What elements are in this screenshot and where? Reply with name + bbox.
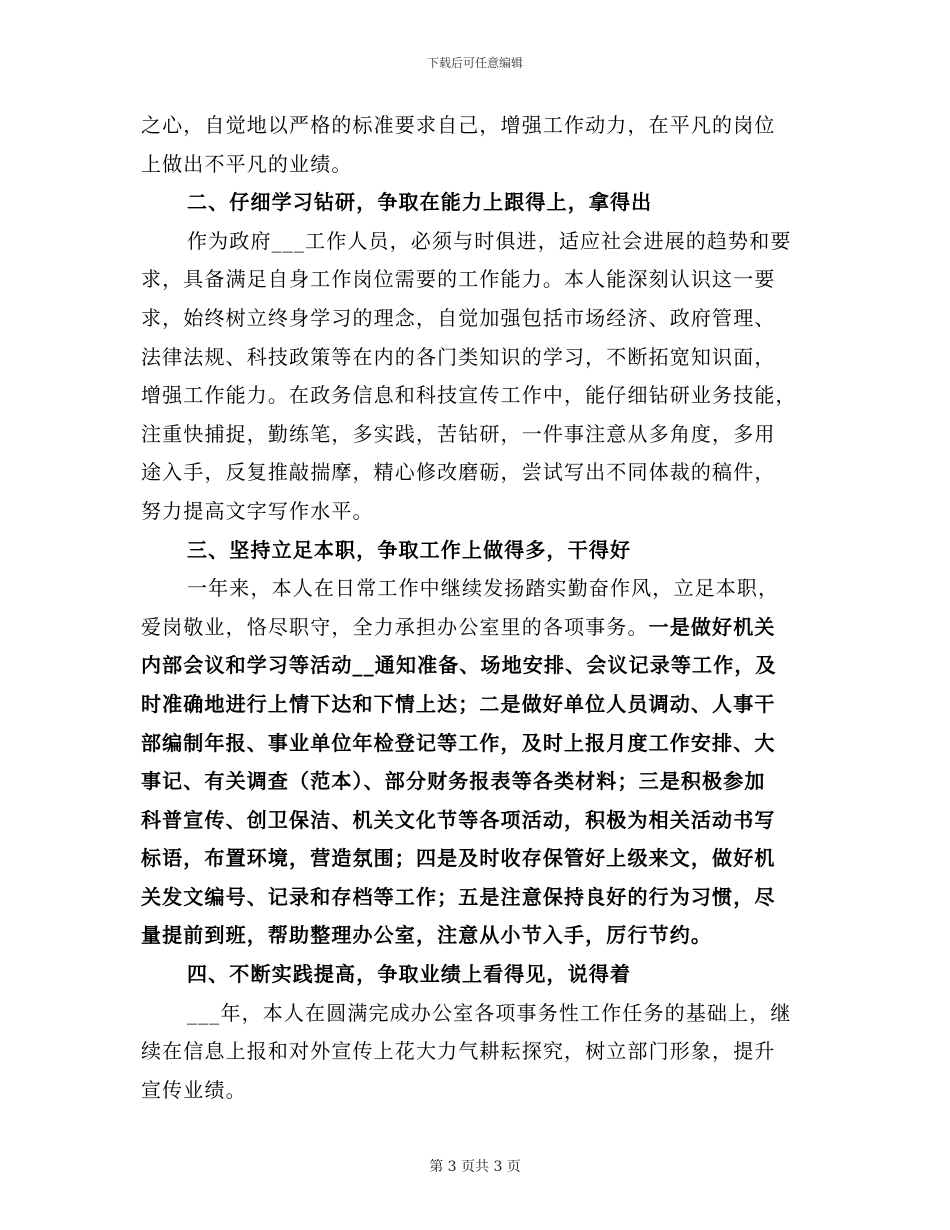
text-line bbox=[141, 994, 821, 1033]
line-text: 努力提高文字写作水平。 bbox=[141, 498, 374, 523]
text-line bbox=[141, 338, 821, 377]
document-body bbox=[141, 106, 821, 1109]
text-line bbox=[141, 492, 821, 531]
line-text: 部编制年报、事业单位年检登记等工作，及时上报月度工作安排、大 bbox=[141, 730, 776, 755]
text-line bbox=[141, 531, 821, 570]
line-text: 增强工作能力。在政务信息和科技宣传工作中，能仔细钻研业务技能， bbox=[141, 383, 797, 408]
line-text: 时准确地进行上情下达和下情上达；二是做好单位人员调动、人事干 bbox=[141, 691, 776, 716]
text-line bbox=[141, 685, 821, 724]
line-text: 标语，布置环境，营造氛围；四是及时收存保管好上级来文，做好机 bbox=[141, 846, 776, 871]
line-text: 一年来，本人在日常工作中继续发扬踏实勤奋作风，立足本职， bbox=[187, 576, 780, 601]
line-text: 三、坚持立足本职，争取工作上做得多，干得好 bbox=[187, 537, 632, 562]
line-text: ___年，本人在圆满完成办公室各项事务性工作任务的基础上，继 bbox=[187, 1000, 792, 1025]
line-text: 宣传业绩。 bbox=[141, 1077, 247, 1102]
text-line bbox=[141, 878, 821, 917]
text-line bbox=[141, 1071, 821, 1110]
line-text-bold-tail: 一是做好机关 bbox=[648, 614, 776, 639]
text-line bbox=[141, 106, 821, 145]
line-text: 续在信息上报和对外宣传上花大力气耕耘探究，树立部门形象，提升 bbox=[141, 1039, 776, 1064]
line-text: 量提前到班，帮助整理办公室，注意从小节入手，厉行节约。 bbox=[141, 923, 713, 948]
text-line bbox=[141, 145, 821, 184]
line-text: 上做出不平凡的业绩。 bbox=[141, 151, 353, 176]
page-header: 下载后可任意编辑 bbox=[426, 56, 523, 70]
line-text: 求，始终树立终身学习的理念，自觉加强包括市场经济、政府管理、 bbox=[141, 305, 776, 330]
text-line bbox=[141, 260, 821, 299]
text-line bbox=[141, 801, 821, 840]
text-line bbox=[141, 183, 821, 222]
text-line bbox=[141, 415, 821, 454]
line-text: 法律法规、科技政策等在内的各门类知识的学习，不断拓宽知识面， bbox=[141, 344, 776, 369]
line-text: 之心，自觉地以严格的标准要求自己，增强工作动力，在平凡的岗位 bbox=[141, 113, 776, 137]
text-line bbox=[141, 839, 821, 878]
line-text: 事记、有关调查（范本）、部分财务报表等各类材料；三是积极参加 bbox=[141, 769, 766, 794]
text-line bbox=[141, 916, 821, 955]
line-text: 内部会议和学习等活动__通知准备、场地安排、会议记录等工作，及 bbox=[141, 653, 777, 678]
text-line bbox=[141, 724, 821, 763]
text-line bbox=[141, 762, 821, 801]
line-text: 二、仔细学习钻研，争取在能力上跟得上，拿得出 bbox=[187, 190, 653, 215]
text-line bbox=[141, 608, 821, 647]
text-line bbox=[141, 646, 821, 685]
text-line bbox=[141, 1032, 821, 1071]
text-line bbox=[141, 453, 821, 492]
text-line bbox=[141, 299, 821, 338]
line-text: 关发文编号、记录和存档等工作；五是注意保持良好的行为习惯，尽 bbox=[141, 884, 776, 909]
text-line bbox=[141, 569, 821, 608]
line-text: 作为政府___工作人员，必须与时俱进，适应社会进展的趋势和要 bbox=[187, 228, 792, 253]
text-line bbox=[141, 222, 821, 261]
text-line bbox=[141, 376, 821, 415]
line-text: 途入手，反复推敲揣摩，精心修改磨砺，尝试写出不同体裁的稿件， bbox=[141, 460, 776, 485]
line-text: 爱岗敬业，恪尽职守，全力承担办公室里的各项事务。 bbox=[141, 614, 649, 639]
line-text: 注重快捕捉，勤练笔，多实践，苦钻研，一件事注意从多角度，多用 bbox=[141, 421, 776, 446]
line-text: 四、不断实践提高，争取业绩上看得见，说得着 bbox=[187, 962, 632, 987]
line-text: 求，具备满足自身工作岗位需要的工作能力。本人能深刻认识这一要 bbox=[141, 267, 776, 292]
line-text: 科普宣传、创卫保洁、机关文化节等各项活动，积极为相关活动书写 bbox=[141, 807, 776, 832]
page-footer: 第 3 页共 3 页 bbox=[429, 1159, 521, 1175]
text-line bbox=[141, 955, 821, 994]
